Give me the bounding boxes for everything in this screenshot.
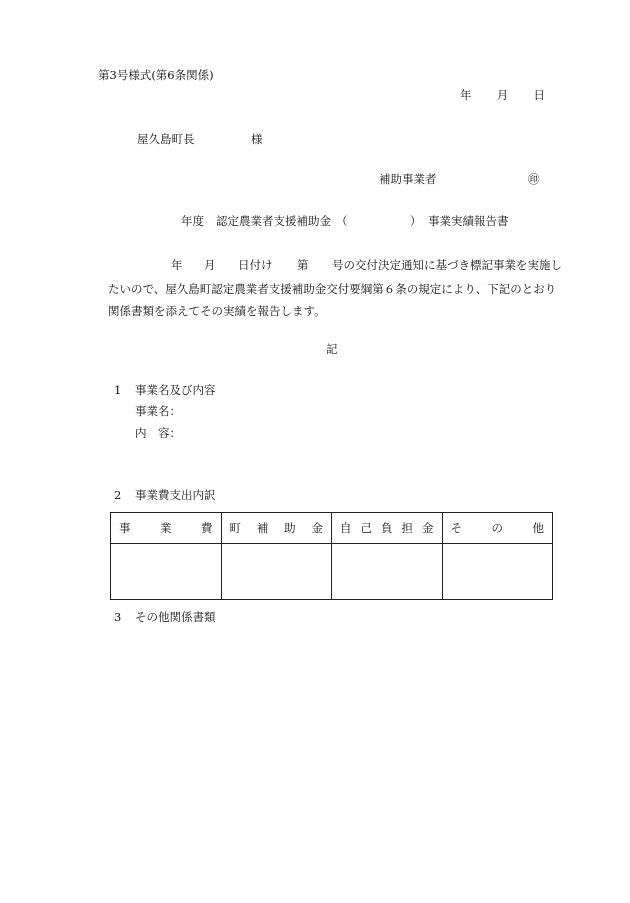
section1-number: 1 [114, 383, 122, 397]
section3-title: その他関係書類 [135, 610, 216, 624]
date-day-label: 日 [533, 88, 545, 102]
expense-breakdown-table [110, 512, 553, 600]
title-year-prefix: 年度 [181, 214, 204, 228]
section1-title: 事業名及び内容 [135, 383, 216, 397]
body-month: 月 [204, 258, 216, 272]
seal-mark: ㊞ [528, 172, 540, 186]
body-number-prefix: 第 [297, 258, 309, 272]
title-suffix: 事業実績報告書 [428, 214, 509, 228]
ki-heading: 記 [326, 342, 338, 356]
table-row [111, 544, 553, 600]
project-name-label: 事業名： [135, 404, 181, 418]
addressee-honorific: 様 [251, 132, 263, 146]
header-project-cost: 事 業 費 [111, 513, 222, 544]
body-line1-text: 号の交付決定通知に基づき標記事業を実施し [332, 258, 562, 272]
title-subsidy-name: 認定農業者支援補助金 [216, 214, 331, 228]
body-date-suffix: 日付け [238, 258, 273, 272]
cell-project-cost [111, 544, 222, 600]
section2-title: 事業費支出内訳 [135, 488, 216, 502]
date-month-label: 月 [496, 88, 509, 102]
body-year: 年 [171, 258, 183, 272]
date-line [460, 90, 545, 102]
form-number: 第3号様式(第6条関係) [98, 68, 214, 82]
addressee-name: 屋久島町長 [137, 132, 195, 146]
title-paren-open: （ [336, 214, 348, 228]
table-header-row [111, 513, 553, 544]
applicant-label: 補助事業者 [379, 172, 437, 186]
header-self-burden: 自 己 負 担 金 [332, 513, 443, 544]
cell-town-subsidy [221, 544, 332, 600]
cell-other [442, 544, 553, 600]
section3-number: 3 [114, 610, 122, 624]
title-paren-close: ） [410, 214, 422, 228]
header-town-subsidy: 町 補 助 金 [221, 513, 332, 544]
project-content-label: 内 容： [135, 426, 181, 440]
body-line3: 関係書類を添えてその実績を報告します。 [108, 304, 326, 318]
section2-number: 2 [114, 488, 122, 502]
cell-self-burden [332, 544, 443, 600]
date-year-label: 年 [460, 88, 472, 102]
header-other: そ の 他 [442, 513, 553, 544]
body-line2: たいので、屋久島町認定農業者支援補助金交付要綱第６条の規定により、下記のとおり [108, 282, 557, 296]
